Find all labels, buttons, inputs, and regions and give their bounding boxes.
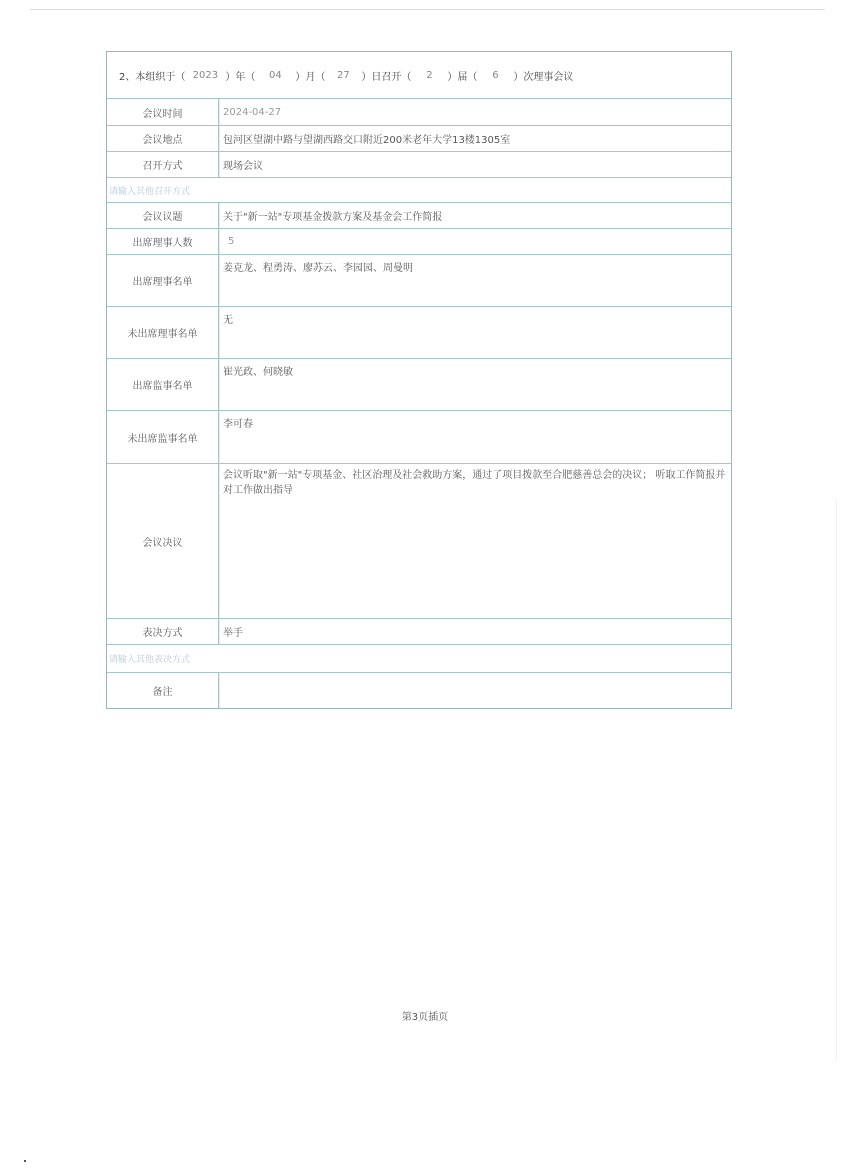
header-year-suffix: ）年（ <box>225 71 256 83</box>
absent-list-label: 未出席理事名单 <box>107 307 219 358</box>
header-session: 2 <box>426 69 433 81</box>
method-other-hint: 请输入其他召开方式 <box>107 177 731 202</box>
row-vote <box>107 618 731 644</box>
header-meeting-no: 6 <box>492 69 499 81</box>
meeting-time-value: 2024-04-27 <box>219 99 731 125</box>
meeting-location-label: 会议地点 <box>107 126 219 151</box>
vote-value: 举手 <box>219 619 731 644</box>
meeting-topic-value: 关于"新一站"专项基金拨款方案及基金会工作简报 <box>219 203 731 228</box>
header-year: 2023 <box>192 69 219 81</box>
meeting-record-form <box>106 51 732 709</box>
top-border-line <box>30 9 825 10</box>
remark-label: 备注 <box>107 673 219 708</box>
remark-value <box>219 673 731 708</box>
row-meeting-topic <box>107 202 731 228</box>
row-supervisors <box>107 358 731 410</box>
row-absent-supervisors <box>107 410 731 463</box>
row-remark <box>107 672 731 708</box>
absent-list-value: 无 <box>219 307 731 358</box>
meeting-header <box>107 52 731 98</box>
header-month: 04 <box>269 69 282 81</box>
header-day-suffix: ）日召开（ <box>361 71 412 83</box>
attend-list-value: 姜克龙、程勇涛、廖苏云、李园园、周曼明 <box>219 255 731 306</box>
row-absent-list <box>107 306 731 358</box>
row-resolution <box>107 463 731 618</box>
resolution-label: 会议决议 <box>107 464 219 618</box>
scan-edge-line <box>836 500 837 1060</box>
row-meeting-location <box>107 125 731 151</box>
header-month-suffix: ）月（ <box>295 71 326 83</box>
vote-other-hint: 请输入其他表决方式 <box>107 644 731 672</box>
attend-count-value: 5 <box>219 229 731 254</box>
page-footer: 第3页插页 <box>401 1012 449 1023</box>
meeting-location-value: 包河区望湖中路与望湖西路交口附近200米老年大学13楼1305室 <box>219 126 731 151</box>
meeting-time-label: 会议时间 <box>107 99 219 125</box>
scan-speck <box>24 1160 26 1162</box>
header-session-suffix: ）届（ <box>447 71 478 83</box>
vote-label: 表决方式 <box>107 619 219 644</box>
attend-list-label: 出席理事名单 <box>107 255 219 306</box>
absent-supervisors-label: 未出席监事名单 <box>107 411 219 463</box>
absent-supervisors-value: 李可春 <box>219 411 731 463</box>
meeting-method-value: 现场会议 <box>219 152 731 177</box>
supervisors-label: 出席监事名单 <box>107 359 219 410</box>
row-attend-count <box>107 228 731 254</box>
attend-count-label: 出席理事人数 <box>107 229 219 254</box>
row-attend-list <box>107 254 731 306</box>
meeting-method-label: 召开方式 <box>107 152 219 177</box>
resolution-value: 会议听取"新一站"专项基金、社区治理及社会救助方案，通过了项目拨款至合肥慈善总会的决议； 听取工作简报并对工作做出指导 <box>219 464 731 618</box>
meeting-topic-label: 会议议题 <box>107 203 219 228</box>
header-day: 27 <box>337 69 350 81</box>
header-prefix: 2、本组织于（ <box>119 71 186 83</box>
row-meeting-time <box>107 98 731 125</box>
header-meeting-suffix: ）次理事会议 <box>513 71 574 83</box>
supervisors-value: 崔光政、何晓敏 <box>219 359 731 410</box>
row-meeting-method <box>107 151 731 177</box>
